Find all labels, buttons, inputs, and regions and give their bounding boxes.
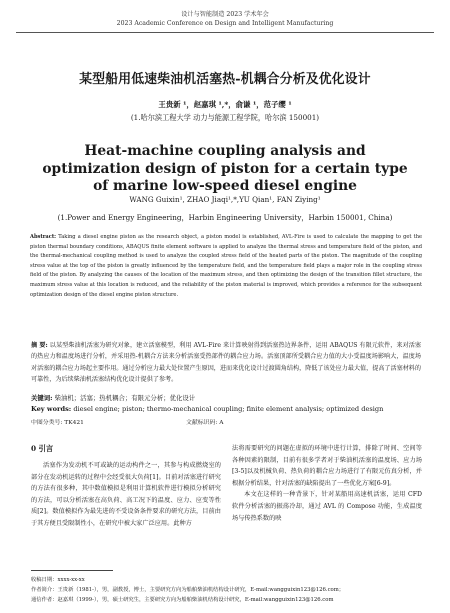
intro-paragraph-1: 法将需要研究的问题在虚拟的环境中进行计算，排除了时间、空间等各种因素的限制，目前有很多学者对于柴油机活塞的温度场、应力场[3-5]以及机械负荷、热负荷的耦合应力场进行了有限元仿真分析，并根据分析结果，针对活塞的缺陷提出了一些优化方案[6-9]。	[232, 445, 422, 487]
keywords-en-label: Key words:	[31, 405, 72, 413]
affiliation-cn: (1.哈尔滨工程大学 动力与能源工程学院，哈尔滨 150001)	[130, 113, 320, 122]
footnote-received: 收稿日期：xxxx-xx-xx	[31, 577, 85, 583]
abstract-en-label: Abstract:	[30, 234, 57, 240]
abstract-en	[30, 233, 422, 300]
intro-paragraph-2: 本文在这样的一种背景下，针对某船用高速机活塞，运用 CFD 软件分析活塞的振荡冷却，通过 AVL 的 Compose 功能，生成温度场与传热系数的映	[232, 491, 422, 522]
keywords-cn-text: 柴油机；活塞；热机耦合；有限元分析；优化设计	[54, 394, 196, 402]
keywords-en-text: diesel engine; piston; thermo-mechanical coupling; finite element analysis; optimized design	[73, 405, 384, 413]
authors-en: WANG Guixin¹, ZHAO Jiaqi¹,*,YU Qian¹, FAN Ziying¹	[129, 195, 321, 204]
authors-cn: 王贵新 ¹，赵嘉琪 ¹,*，俞谦 ¹，范子缨 ¹	[158, 100, 292, 109]
document-code: 文献标识码: A	[186, 420, 224, 426]
keywords-cn	[31, 393, 195, 402]
intro-column-right	[232, 443, 422, 524]
conference-title-cn: 设计与智能制造 2023 学术年会	[181, 11, 269, 18]
keywords-cn-label: 关键词:	[31, 394, 53, 402]
header-rule	[16, 32, 434, 33]
footnote-author: 作者简介：王贵新（1981-），男，副教授，博士，主要研究方向为船舶柴油机结构设计研究，E-mail:wangguixin123@126.com；	[31, 587, 345, 593]
section-heading: 0 引言	[31, 444, 54, 453]
abstract-en-text: Taking a diesel engine piston as the research object, a piston model is established, AVL-Fire is used to calculate the mapping to get the piston thermal boundary conditions, ABAQUS finite element software is applied to analyze the thermal stress and temperature field of the piston, and the thermal-mechanical coupling method is used to analyze the coupled stress field of the heated parts of the piston. The magnitude of the coupling stress value at the top of the piston is greatly influenced by the temperature field, and the temperature field plays a major role in the coupling stress field of the piston. By analyzing the causes of the location of the maximum stress, and then optimizing the design of the transition fillet structure, the maximum stress value at this location is reduced, and the reliability of the piston material is improved, which provides a reference for the subsequent optimization design of the diesel engine piston structure.	[30, 234, 423, 298]
conference-title-en: 2023 Academic Conference on Design and Intelligent Manufacturing	[116, 20, 334, 27]
abstract-cn	[31, 340, 421, 386]
intro-column-left: 活塞作为发动机不可或缺的运动构件之一，其参与构成燃烧室的部分在发动机运转的过程中会经受很大负荷[1]。目前对活塞进行研究的方法有很多种，其中数值模拟是利用计算机软件进行模拟分析研究的方法，可以分析活塞在高负荷、高工况下的温度、应力、应变等性质[2]。数值模拟作为最先进的不受设备条件要求的研究方法，目前由于其方便且受限制性小，在研究中被大家广泛应用。此种方	[31, 462, 221, 527]
abstract-cn-text: 以某型柴油机活塞为研究对象，建立活塞模型，利用 AVL-Fire 来计算映射得到活塞热边界条件，运用 ABAQUS 有限元软件，来对活塞的热应力和温度场进行分析，并采用热-机耦合方法来分析活塞受热部件的耦合应力场。活塞顶部所受耦合应力值的大小受温度场影响大，温度场对活塞的耦合应力场起主要作用。通过分析应力最大处位置产生原因，进而来优化设计过渡圆角结构，降低了该处应力最大值，提高了活塞材料的可靠性，为后续柴油机活塞结构优化设计提供了参考。	[31, 342, 421, 384]
footnote-rule	[31, 570, 113, 571]
paper-title-cn: 某型船用低速柴油机活塞热-机耦合分析及优化设计	[79, 72, 371, 87]
abstract-cn-label: 摘 要:	[31, 342, 48, 349]
paper-title-en: Heat-machine coupling analysis and optimization design of piston for a certain type of marine low-speed diesel engine	[42, 143, 408, 194]
keywords-en	[31, 405, 431, 413]
footnote-corresponding: 通信作者：赵嘉琪（1999-），男，硕士研究生，主要研究方向为船舶柴油机结构设计研究，E-mail:wangguixin123@126.com	[31, 597, 334, 603]
clc-number: 中图分类号: TK421	[31, 420, 84, 426]
affiliation-en: (1.Power and Energy Engineering，Harbin Engineering University，Harbin 150001, China)	[57, 213, 393, 222]
